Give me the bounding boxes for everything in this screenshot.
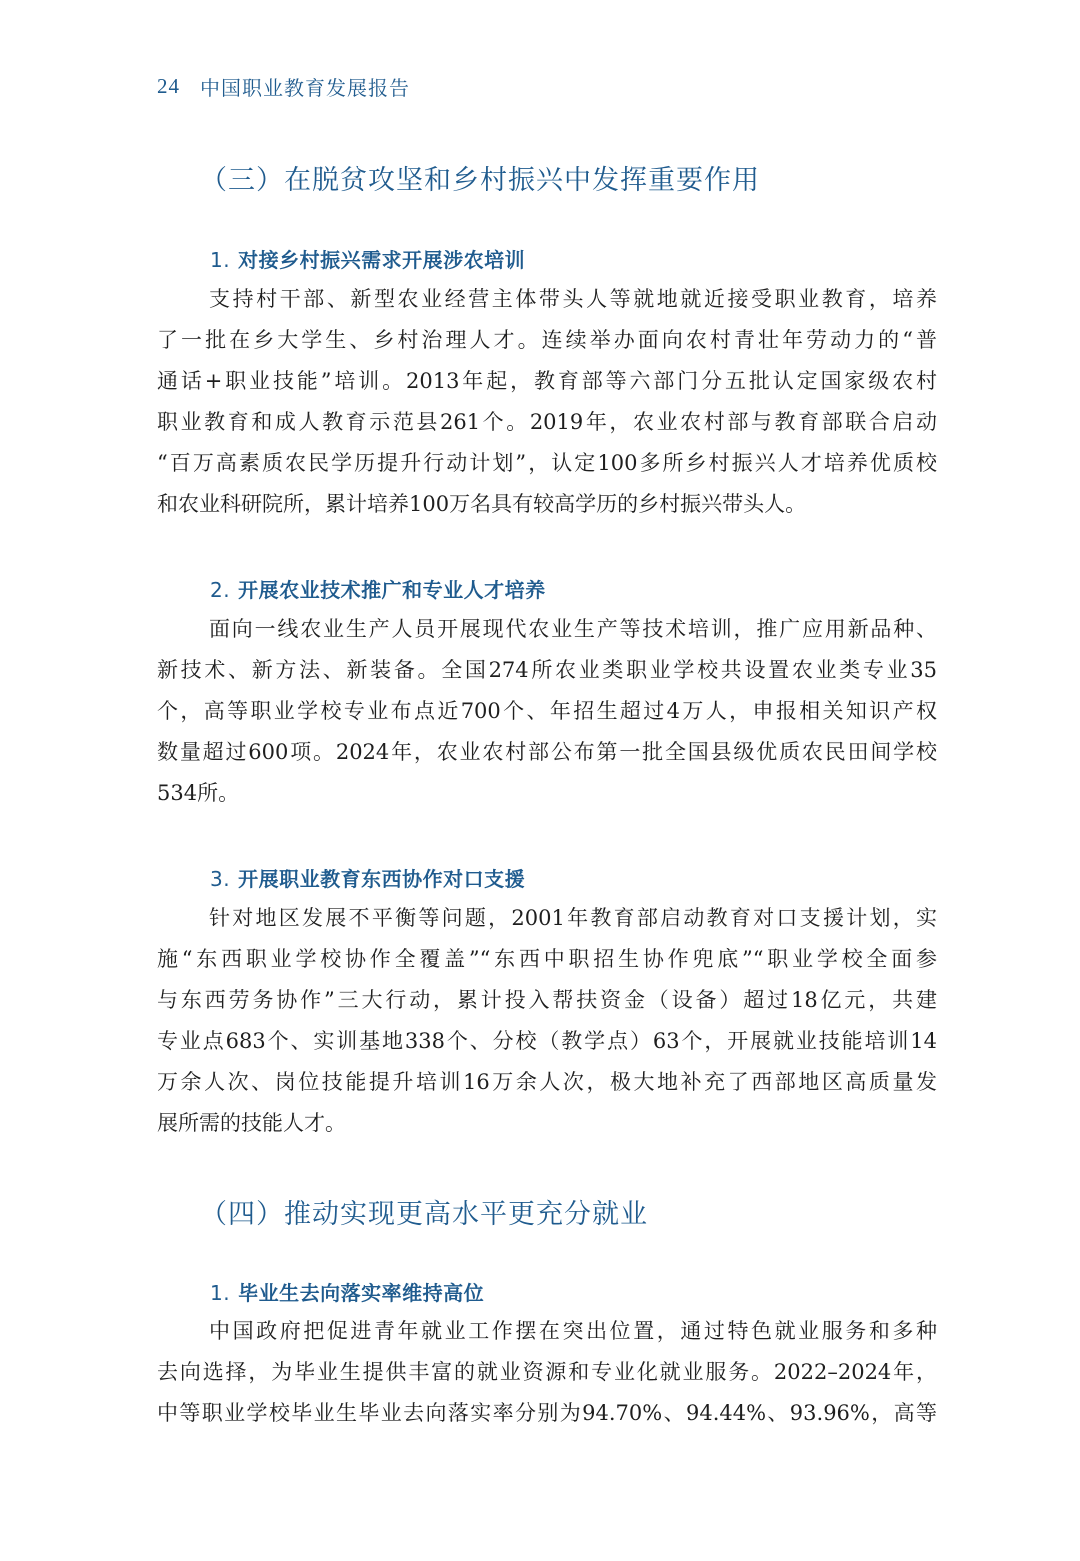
page-number: 24 [157, 73, 180, 98]
paragraph-line: 去向选择，为毕业生提供丰富的就业资源和专业化就业服务。2022–2024年， [157, 1360, 937, 1384]
paragraph-line: 施“东西职业学校协作全覆盖”“东西中职招生协作兜底”“职业学校全面参 [157, 947, 937, 971]
paragraph-line: 534所。 [157, 781, 240, 805]
subsection-title: 毕业生去向落实率维持高位 [238, 1281, 485, 1305]
subsection-title: 对接乡村振兴需求开展涉农培训 [238, 248, 526, 272]
subsection-title: 开展农业技术推广和专业人才培养 [238, 578, 546, 602]
paragraph-line: 通话+职业技能”培训。2013年起，教育部等六部门分五批认定国家级农村 [157, 369, 937, 393]
subsection-heading [210, 244, 525, 273]
paragraph-line: 和农业科研院所，累计培养100万名具有较高学历的乡村振兴带头人。 [157, 492, 807, 516]
paragraph-line: 针对地区发展不平衡等问题，2001年教育部启动教育对口支援计划，实 [209, 906, 937, 930]
paragraph-line: 个，高等职业学校专业布点近700个、年招生超过4万人，申报相关知识产权 [157, 699, 937, 723]
paragraph-line: “百万高素质农民学历提升行动计划”，认定100多所乡村振兴人才培养优质校 [157, 451, 937, 475]
subsection-heading [210, 1277, 484, 1306]
paragraph-line: 展所需的技能人才。 [157, 1111, 346, 1135]
subsection-heading [210, 574, 546, 603]
subsection-number: 3. [210, 867, 231, 891]
paragraph-line: 数量超过600项。2024年，农业农村部公布第一批全国县级优质农民田间学校 [157, 740, 937, 764]
paragraph-line: 中国政府把促进青年就业工作摆在突出位置，通过特色就业服务和多种 [209, 1319, 937, 1343]
paragraph-line: 中等职业学校毕业生毕业去向落实率分别为94.70%、94.44%、93.96%，高等 [157, 1401, 937, 1425]
paragraph-line: 支持村干部、新型农业经营主体带头人等就地就近接受职业教育，培养 [209, 287, 937, 311]
paragraph-line: 专业点683个、实训基地338个、分校（教学点）63个，开展就业技能培训14 [157, 1029, 937, 1053]
running-header [157, 68, 410, 104]
subsection-number: 2. [210, 578, 231, 602]
book-title: 中国职业教育发展报告 [200, 75, 410, 100]
paragraph-line: 面向一线农业生产人员开展现代农业生产等技术培训，推广应用新品种、 [209, 617, 937, 641]
paragraph-line: 与东西劳务协作”三大行动，累计投入帮扶资金（设备）超过18亿元，共建 [157, 988, 937, 1012]
paragraph-line: 了一批在乡大学生、乡村治理人才。连续举办面向农村青壮年劳动力的“普 [157, 328, 937, 352]
subsection-number: 1. [210, 1281, 231, 1305]
subsection-title: 开展职业教育东西协作对口支援 [238, 867, 526, 891]
paragraph-line: 万余人次、岗位技能提升培训16万余人次，极大地补充了西部地区高质量发 [157, 1070, 937, 1094]
section-heading-3: （三）在脱贫攻坚和乡村振兴中发挥重要作用 [200, 165, 760, 196]
paragraph-line: 职业教育和成人教育示范县261个。2019年，农业农村部与教育部联合启动 [157, 410, 937, 434]
paragraph-line: 新技术、新方法、新装备。全国274所农业类职业学校共设置农业类专业35 [157, 658, 937, 682]
subsection-heading [210, 863, 525, 892]
subsection-number: 1. [210, 248, 231, 272]
section-heading-4: （四）推动实现更高水平更充分就业 [200, 1199, 648, 1230]
